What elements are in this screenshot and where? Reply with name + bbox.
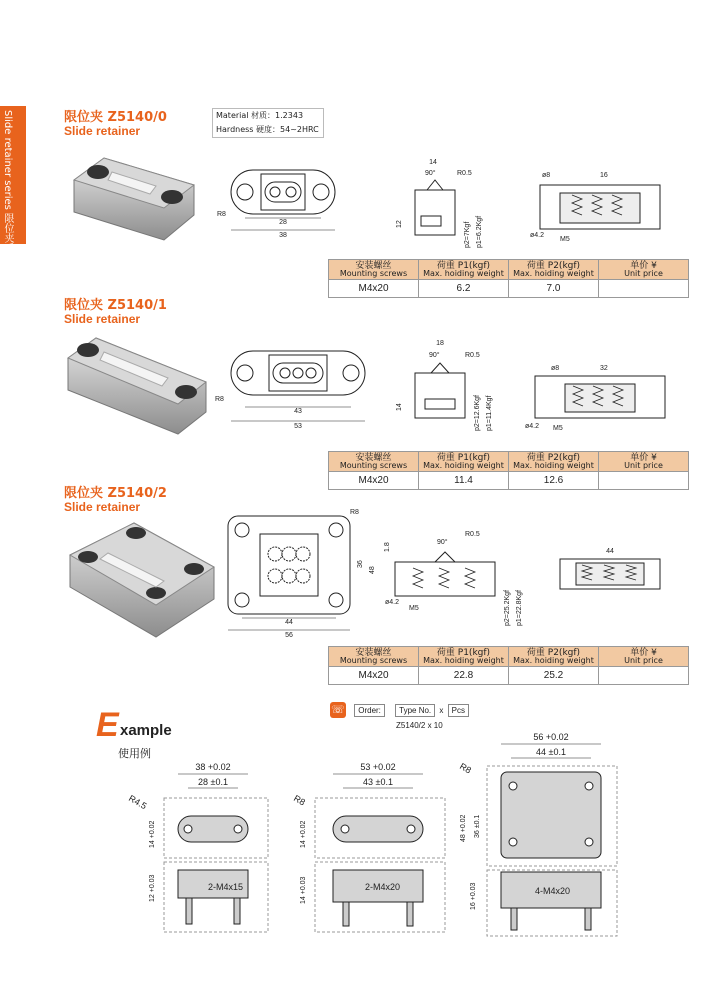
dim-angle: 90° xyxy=(437,539,448,546)
product-1-section-view xyxy=(525,358,675,433)
hdr-screws: 安装螺丝 Mounting screws xyxy=(329,260,419,280)
cell-price xyxy=(599,667,689,685)
hdr-price: 单价 ¥ Unit price xyxy=(599,260,689,280)
dim-p1: p1=11.4Kgf xyxy=(486,395,493,431)
hdr-p2: 荷重 P2(kgf) Max. hoiding weight xyxy=(509,452,599,472)
cell-screws: M4x20 xyxy=(329,280,419,298)
dim-r05: R0.5 xyxy=(457,170,472,177)
product-1-spec-table xyxy=(328,451,689,490)
product-1-side-view xyxy=(395,333,495,433)
cell-screws: M4x20 xyxy=(329,667,419,685)
dim-outer: 53 xyxy=(294,423,302,430)
example-1-drawing xyxy=(120,760,280,940)
dim-outer: 56 xyxy=(285,632,293,639)
hdr-p1: 荷重 P1(kgf) Max. hoiding weight xyxy=(419,452,509,472)
ex1-r: R4.5 xyxy=(127,793,149,812)
dim-inner: 44 xyxy=(285,619,293,626)
dim-p2: p2=25.2Kgf xyxy=(504,589,511,626)
dim-r: R8 xyxy=(217,211,226,218)
order-x: x xyxy=(439,705,444,715)
ex1-h1: 14 +0.02 xyxy=(149,820,156,848)
product-2-side-view xyxy=(385,530,535,630)
product-0-title-en: Slide retainer xyxy=(64,124,141,138)
product-0-spec-table xyxy=(328,259,689,298)
cell-p1: 6.2 xyxy=(419,280,509,298)
dim-p1: p1=6.2Kgf xyxy=(476,215,483,248)
example-initial: E xyxy=(96,706,119,744)
product-2-section-view xyxy=(550,545,670,600)
dim-side: 16 xyxy=(600,172,608,179)
ex3-inner: 44 ±0.1 xyxy=(536,747,566,757)
dim-side: 32 xyxy=(600,365,608,372)
product-1-title-cn: 限位夹 Z5140/1 xyxy=(64,298,167,313)
dim-h2: 1.8 xyxy=(384,542,391,552)
product-0-top-view xyxy=(215,160,355,240)
dim-p2: p2=12.6Kgf xyxy=(474,394,481,431)
dim-w: 14 xyxy=(429,159,437,166)
product-2-photo xyxy=(64,515,224,640)
example-2-drawing xyxy=(285,760,460,940)
ex2-h1: 14 +0.02 xyxy=(300,820,307,848)
ex1-screw: 2-M4x15 xyxy=(208,882,244,892)
ex3-h2: 16 +0.03 xyxy=(470,882,477,910)
ex1-h2: 12 +0.03 xyxy=(149,874,156,902)
product-2-title-en: Slide retainer xyxy=(64,500,141,514)
cell-p2: 25.2 xyxy=(509,667,599,685)
dim-d42: ø4.2 xyxy=(530,232,545,239)
ex2-inner: 43 ±0.1 xyxy=(363,777,393,787)
ex2-h2: 14 +0.03 xyxy=(300,876,307,904)
cell-p1: 22.8 xyxy=(419,667,509,685)
ex1-outer: 38 +0.02 xyxy=(195,762,231,772)
ex3-h1: 48 +0.02 xyxy=(460,814,467,842)
cell-p1: 11.4 xyxy=(419,472,509,490)
dim-h3: 48 xyxy=(369,566,376,574)
dim-d42: ø4.2 xyxy=(385,599,400,606)
ex2-r: R8 xyxy=(292,793,307,808)
dim-inner: 43 xyxy=(294,408,302,415)
order-example: Z5140/2 x 10 xyxy=(396,721,443,730)
dim-m5: M5 xyxy=(409,605,419,612)
cell-p2: 7.0 xyxy=(509,280,599,298)
product-2-title-cn: 限位夹 Z5140/2 xyxy=(64,486,167,501)
product-0-title-cn: 限位夹 Z5140/0 xyxy=(64,110,167,125)
dim-p2: p2=7Kgf xyxy=(464,221,471,248)
dim-angle: 90° xyxy=(425,170,436,177)
product-0-photo xyxy=(64,150,204,250)
product-1-title-en: Slide retainer xyxy=(64,312,141,326)
order-line xyxy=(330,702,469,730)
dim-angle: 90° xyxy=(429,352,440,359)
ex1-inner: 28 ±0.1 xyxy=(198,777,228,787)
dim-d8: ø8 xyxy=(542,172,551,179)
dim-outer: 38 xyxy=(279,232,287,239)
dim-h1: 14 xyxy=(396,403,403,411)
order-label: Order: xyxy=(354,704,385,717)
ex3-r: R8 xyxy=(458,761,473,776)
cell-screws: M4x20 xyxy=(329,472,419,490)
product-2-top-view xyxy=(220,510,380,640)
hdr-price: 单价 ¥ Unit price xyxy=(599,647,689,667)
material-box xyxy=(212,108,324,138)
ex2-screw: 2-M4x20 xyxy=(365,882,401,892)
dim-m5: M5 xyxy=(560,236,570,243)
hdr-p2: 荷重 P2(kgf) Max. hoiding weight xyxy=(509,260,599,280)
hdr-p1: 荷重 P1(kgf) Max. hoiding weight xyxy=(419,260,509,280)
example-title: xample xyxy=(120,722,172,739)
dim-r05: R0.5 xyxy=(465,352,480,359)
dim-r: R8 xyxy=(350,509,359,516)
ex3-screw: 4-M4x20 xyxy=(535,886,571,896)
example-title-cn: 使用例 xyxy=(118,747,151,760)
dim-side: 44 xyxy=(606,548,614,555)
dim-d8: ø8 xyxy=(551,365,560,372)
product-0-section-view xyxy=(530,165,670,245)
hdr-p1: 荷重 P1(kgf) Max. hoiding weight xyxy=(419,647,509,667)
hdr-price: 单价 ¥ Unit price xyxy=(599,452,689,472)
ex3-h3: 36 ±0.1 xyxy=(474,814,481,838)
cell-price xyxy=(599,280,689,298)
cell-price xyxy=(599,472,689,490)
side-tab-text: Slide retainer series 限位夹系列 xyxy=(2,110,13,264)
example-3-drawing xyxy=(455,730,625,940)
order-type: Type No. xyxy=(395,704,435,717)
dim-p1: p1=22.8Kgf xyxy=(516,589,523,626)
dim-inner: 28 xyxy=(279,219,287,226)
dim-m5: M5 xyxy=(553,425,563,432)
dim-r: R8 xyxy=(215,396,224,403)
side-tab xyxy=(0,106,26,264)
product-1-top-view xyxy=(215,345,375,430)
product-1-photo xyxy=(60,330,210,440)
dim-w: 18 xyxy=(436,340,444,347)
ex3-outer: 56 +0.02 xyxy=(533,732,569,742)
hdr-p2: 荷重 P2(kgf) Max. hoiding weight xyxy=(509,647,599,667)
order-pcs: Pcs xyxy=(448,704,469,717)
hardness-line: Hardness 硬度：54~2HRC xyxy=(216,125,319,134)
phone-icon: ☏ xyxy=(331,703,345,716)
dim-r05: R0.5 xyxy=(465,531,480,538)
hdr-screws: 安装螺丝 Mounting screws xyxy=(329,452,419,472)
hdr-screws: 安装螺丝 Mounting screws xyxy=(329,647,419,667)
product-0-side-view xyxy=(395,150,485,250)
dim-h1: 12 xyxy=(396,220,403,228)
cell-p2: 12.6 xyxy=(509,472,599,490)
product-2-spec-table xyxy=(328,646,689,685)
material-line: Material 材质：1.2343 xyxy=(216,111,304,120)
dim-d42: ø4.2 xyxy=(525,423,540,430)
ex2-outer: 53 +0.02 xyxy=(360,762,396,772)
dim-w: 36 xyxy=(357,560,364,568)
